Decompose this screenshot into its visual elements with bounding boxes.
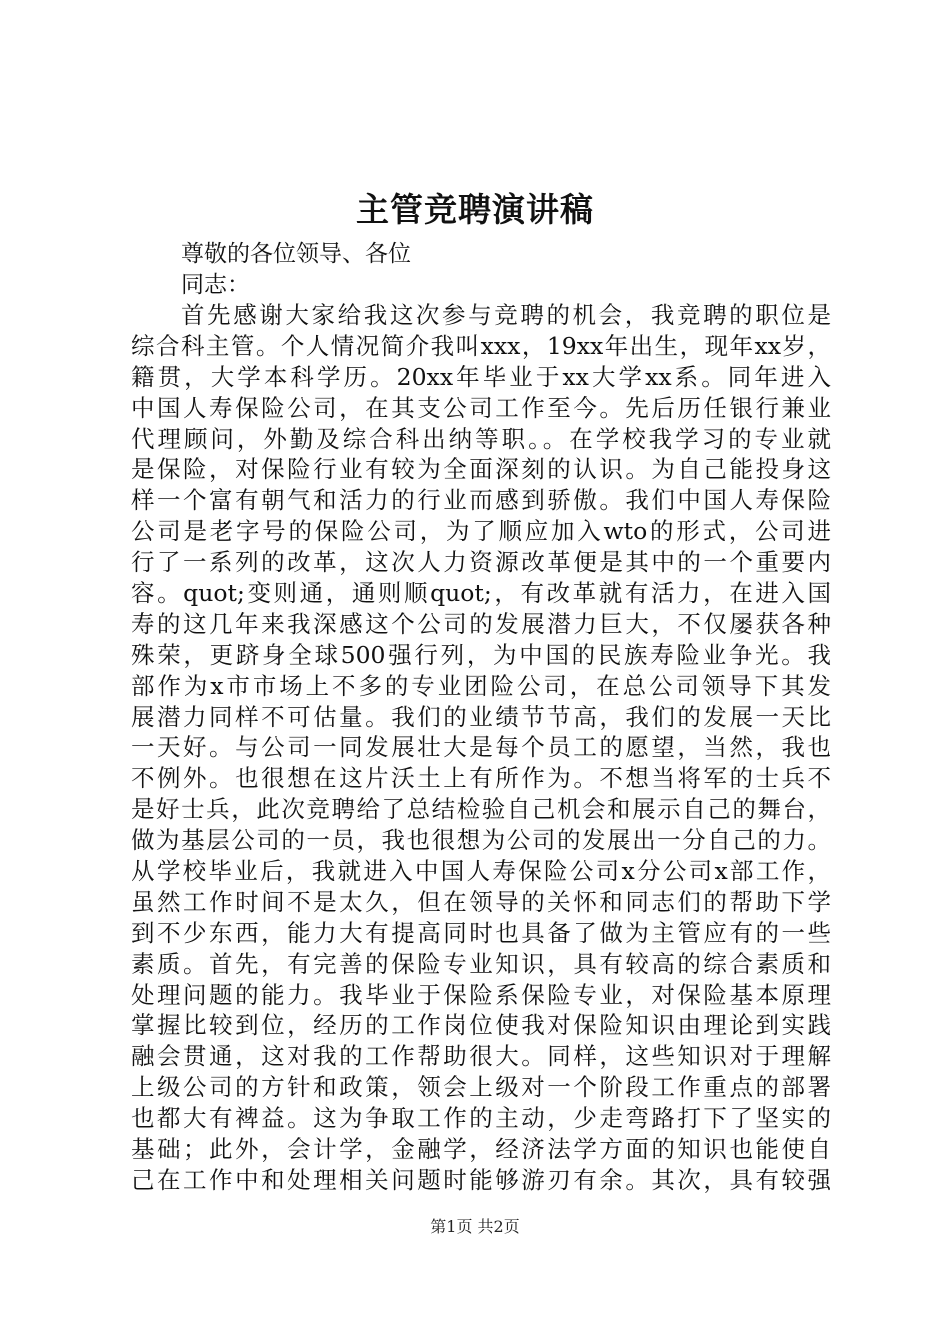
body-line: 己在工作中和处理相关问题时能够游刃有余。其次，具有较强 bbox=[131, 1165, 831, 1194]
body-line: 掌握比较到位，经历的工作岗位使我对保险知识由理论到实践 bbox=[131, 1011, 831, 1040]
body-line: 素质。首先，有完善的保险专业知识，具有较高的综合素质和 bbox=[131, 949, 831, 978]
body-line: 代理顾问，外勤及综合科出纳等职。。在学校我学习的专业就 bbox=[131, 424, 831, 453]
document-title: 主管竞聘演讲稿 bbox=[356, 190, 594, 229]
body-line: 上级公司的方针和政策，领会上级对一个阶段工作重点的部署 bbox=[131, 1073, 831, 1102]
body-line: 部作为x市市场上不多的专业团险公司，在总公司领导下其发 bbox=[131, 671, 831, 700]
body-line: 行了一系列的改革，这次人力资源改革便是其中的一个重要内 bbox=[131, 548, 831, 577]
body-line: 展潜力同样不可估量。我们的业绩节节高，我们的发展一天比 bbox=[131, 702, 831, 731]
body-line: 也都大有裨益。这为争取工作的主动，少走弯路打下了坚实的 bbox=[131, 1104, 831, 1133]
body-line: 一天好。与公司一同发展壮大是每个员工的愿望，当然，我也 bbox=[131, 733, 831, 762]
body-line: 公司是老字号的保险公司，为了顺应加入wto的形式，公司进 bbox=[131, 517, 831, 546]
body-line: 是保险，对保险行业有较为全面深刻的认识。为自己能投身这 bbox=[131, 455, 831, 484]
body-line: 殊荣，更跻身全球500强行列，为中国的民族寿险业争光。我 bbox=[131, 640, 831, 669]
body-line: 处理问题的能力。我毕业于保险系保险专业，对保险基本原理 bbox=[131, 980, 831, 1009]
body-line: 做为基层公司的一员，我也很想为公司的发展出一分自己的力。 bbox=[131, 826, 831, 855]
body-line: 不例外。也很想在这片沃土上有所作为。不想当将军的士兵不 bbox=[131, 764, 831, 793]
body-line: 从学校毕业后，我就进入中国人寿保险公司x分公司x部工作， bbox=[131, 857, 831, 886]
body-line: 籍贯，大学本科学历。20xx年毕业于xx大学xx系。同年进入 bbox=[131, 362, 831, 391]
greeting-line-1: 尊敬的各位领导、各位 bbox=[181, 241, 411, 267]
body-line: 样一个富有朝气和活力的行业而感到骄傲。我们中国人寿保险 bbox=[131, 486, 831, 515]
body-line: 融会贯通，这对我的工作帮助很大。同样，这些知识对于理解 bbox=[131, 1042, 831, 1071]
body-line: 基础；此外，会计学，金融学，经济法学方面的知识也能使自 bbox=[131, 1135, 831, 1164]
body-line: 容。quot;变则通，通则顺quot;，有改革就有活力，在进入国 bbox=[131, 579, 831, 608]
body-line: 虽然工作时间不是太久，但在领导的关怀和同志们的帮助下学 bbox=[131, 887, 831, 916]
page-footer: 第1页 共2页 bbox=[430, 1217, 520, 1236]
body-line: 中国人寿保险公司，在其支公司工作至今。先后历任银行兼业 bbox=[131, 393, 831, 422]
body-line: 首先感谢大家给我这次参与竞聘的机会，我竞聘的职位是 bbox=[181, 301, 831, 329]
body-line: 到不少东西，能力大有提高同时也具备了做为主管应有的一些 bbox=[131, 918, 831, 947]
greeting-line-2: 同志： bbox=[181, 272, 250, 298]
body-line: 是好士兵，此次竞聘给了总结检验自己机会和展示自己的舞台， bbox=[131, 795, 831, 824]
body-line: 综合科主管。个人情况简介我叫xxx，19xx年出生，现年xx岁， bbox=[131, 331, 831, 360]
body-text bbox=[131, 300, 831, 1196]
body-line: 寿的这几年来我深感这个公司的发展潜力巨大，不仅屡获各种 bbox=[131, 609, 831, 638]
